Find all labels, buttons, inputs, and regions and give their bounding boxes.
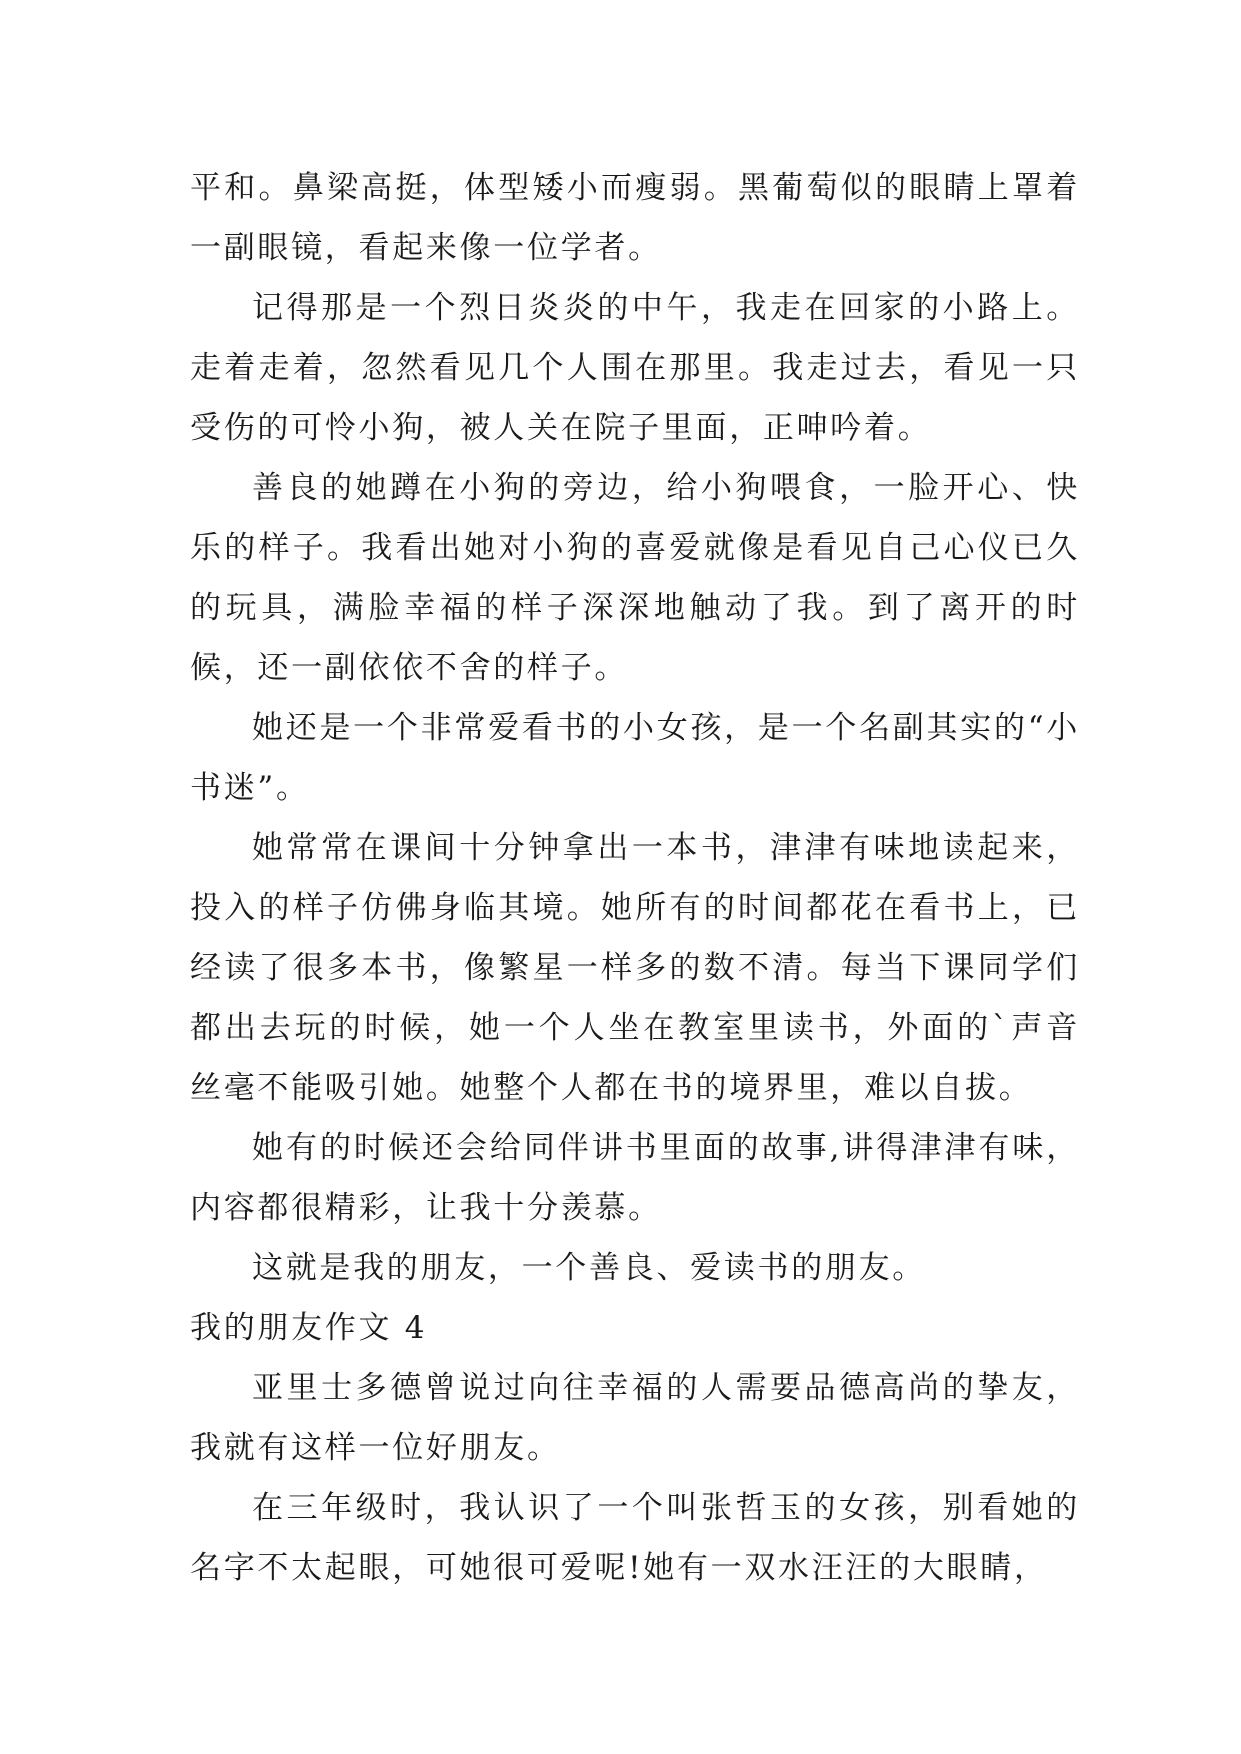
paragraph: 她常常在课间十分钟拿出一本书，津津有味地读起来，投入的样子仿佛身临其境。她所有的时间都花在看书上，已经读了很多本书，像繁星一样多的数不清。每当下课同学们都出去玩的时候，她一个人坐在教室里读书，外面的`声音丝毫不能吸引她。她整个人都在书的境界里，难以自拔。 (190, 830, 1080, 1106)
paragraph: 这就是我的朋友，一个善良、爱读书的朋友。 (252, 1250, 926, 1286)
section-heading: 我的朋友作文 4 (190, 1310, 428, 1346)
paragraph: 善良的她蹲在小狗的旁边，给小狗喂食，一脸开心、快乐的样子。我看出她对小狗的喜爱就像是看见自己心仪已久的玩具，满脸幸福的样子深深地触动了我。到了离开的时候，还一副依依不舍的样子。 (190, 470, 1080, 686)
paragraph: 她还是一个非常爱看书的小女孩，是一个名副其实的“小书迷”。 (190, 710, 1080, 806)
paragraph: 亚里士多德曾说过向往幸福的人需要品德高尚的挚友，我就有这样一位好朋友。 (190, 1370, 1080, 1466)
paragraph: 记得那是一个烈日炎炎的中午，我走在回家的小路上。走着走着，忽然看见几个人围在那里。我走过去，看见一只受伤的可怜小狗，被人关在院子里面，正呻吟着。 (190, 290, 1080, 446)
paragraph: 在三年级时，我认识了一个叫张哲玉的女孩，别看她的名字不太起眼，可她很可爱呢!她有一双水汪汪的大眼睛， (190, 1490, 1080, 1586)
paragraph: 她有的时候还会给同伴讲书里面的故事,讲得津津有味，内容都很精彩，让我十分羡慕。 (190, 1130, 1080, 1226)
paragraph: 平和。鼻梁高挺，体型矮小而瘦弱。黑葡萄似的眼睛上罩着一副眼镜，看起来像一位学者。 (190, 170, 1080, 266)
essay-body (190, 158, 1080, 1598)
